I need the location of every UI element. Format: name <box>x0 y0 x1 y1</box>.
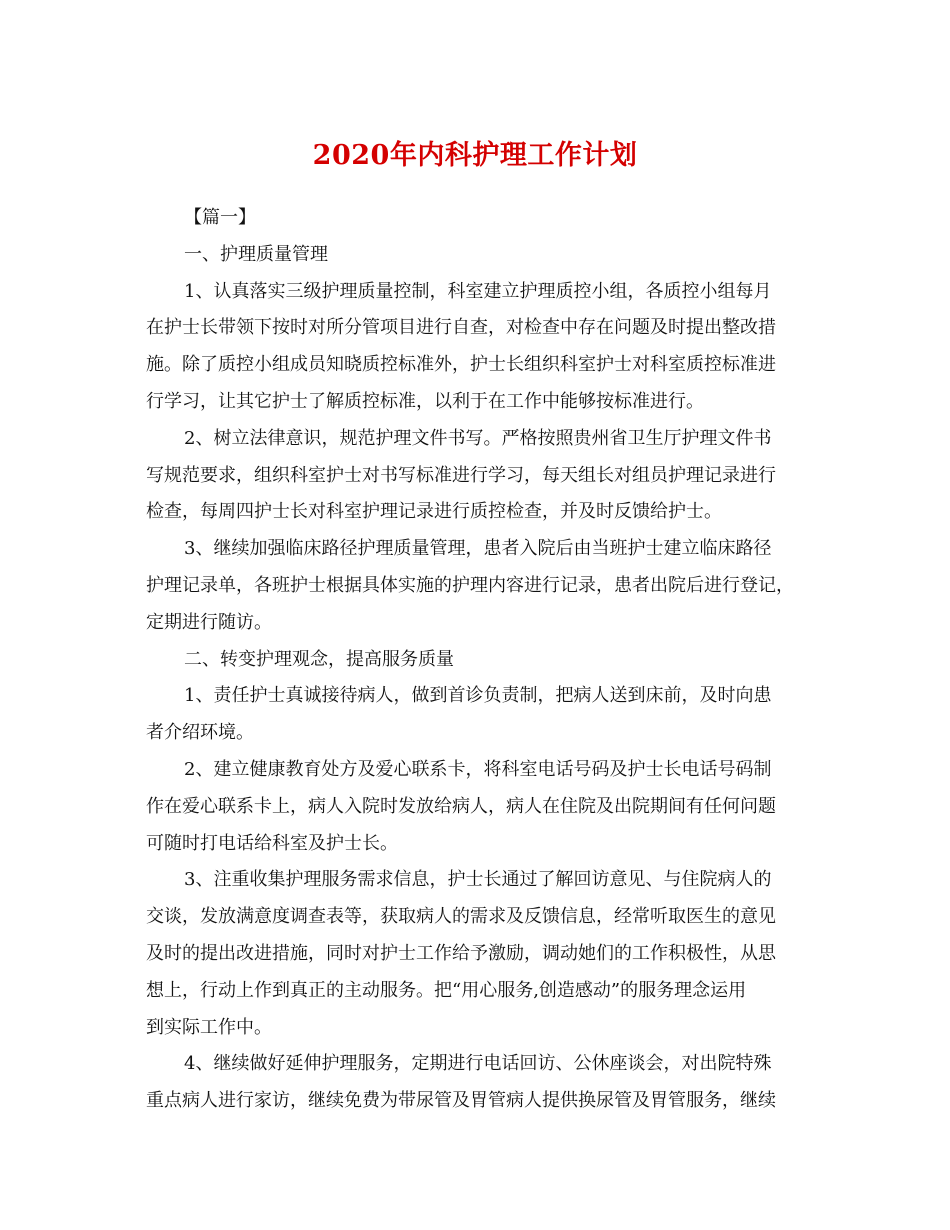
text-line: 检查，每周四护士长对科室护理记录进行质控检查，并及时反馈给护士。 <box>146 501 722 523</box>
text-line: 【篇一】 <box>184 207 256 228</box>
text-line: 定期进行随访。 <box>146 611 272 633</box>
text-line: 在护士长带领下按时对所分管项目进行自查，对检查中存在问题及时提出整改措 <box>146 317 776 339</box>
text-line: 1、责任护士真诚接待病人，做到首诊负责制，把病人送到床前，及时向患 <box>184 685 772 707</box>
text-line: 2、树立法律意识，规范护理文件书写。严格按照贵州省卫生厅护理文件书 <box>184 427 772 449</box>
text-line: 1、认真落实三级护理质量控制，科室建立护理质控小组，各质控小组每月 <box>184 280 772 302</box>
text-line: 者介绍环境。 <box>146 722 254 744</box>
text-line: 3、注重收集护理服务需求信息，护士长通过了解回访意见、与住院病人的 <box>184 869 772 891</box>
text-line: 到实际工作中。 <box>146 1016 272 1038</box>
document-body <box>146 200 816 1120</box>
document-title: 2020年内科护理工作计划 <box>312 140 638 171</box>
text-line: 行学习，让其它护士了解质控标准，以利于在工作中能够按标准进行。 <box>146 390 704 412</box>
text-line: 4、继续做好延伸护理服务，定期进行电话回访、公休座谈会，对出院特殊 <box>184 1053 772 1075</box>
text-line: 重点病人进行家访，继续免费为带尿管及胃管病人提供换尿管及胃管服务，继续 <box>146 1090 776 1112</box>
text-line: 二、转变护理观念，提高服务质量 <box>184 648 454 670</box>
text-line: 作在爱心联系卡上，病人入院时发放给病人，病人在住院及出院期间有任何问题 <box>146 795 776 817</box>
text-line: 3、继续加强临床路径护理质量管理，患者入院后由当班护士建立临床路径 <box>184 538 772 560</box>
text-line: 可随时打电话给科室及护士长。 <box>146 832 398 854</box>
text-line: 及时的提出改进措施，同时对护士工作给予激励，调动她们的工作积极性，从思 <box>146 942 776 964</box>
text-line: 写规范要求，组织科室护士对书写标准进行学习，每天组长对组员护理记录进行 <box>146 464 776 486</box>
text-line: 2、建立健康教育处方及爱心联系卡，将科室电话号码及护士长电话号码制 <box>184 758 772 780</box>
text-line: 交谈，发放满意度调查表等，获取病人的需求及反馈信息，经常听取医生的意见 <box>146 906 776 928</box>
text-line: 想上，行动上作到真正的主动服务。把“用心服务,创造感动”的服务理念运用 <box>146 979 747 1001</box>
text-line: 一、护理质量管理 <box>184 243 328 265</box>
text-line: 护理记录单，各班护士根据具体实施的护理内容进行记录，患者出院后进行登记， <box>146 574 794 596</box>
text-line: 施。除了质控小组成员知晓质控标准外，护士长组织科室护士对科室质控标准进 <box>146 354 776 376</box>
